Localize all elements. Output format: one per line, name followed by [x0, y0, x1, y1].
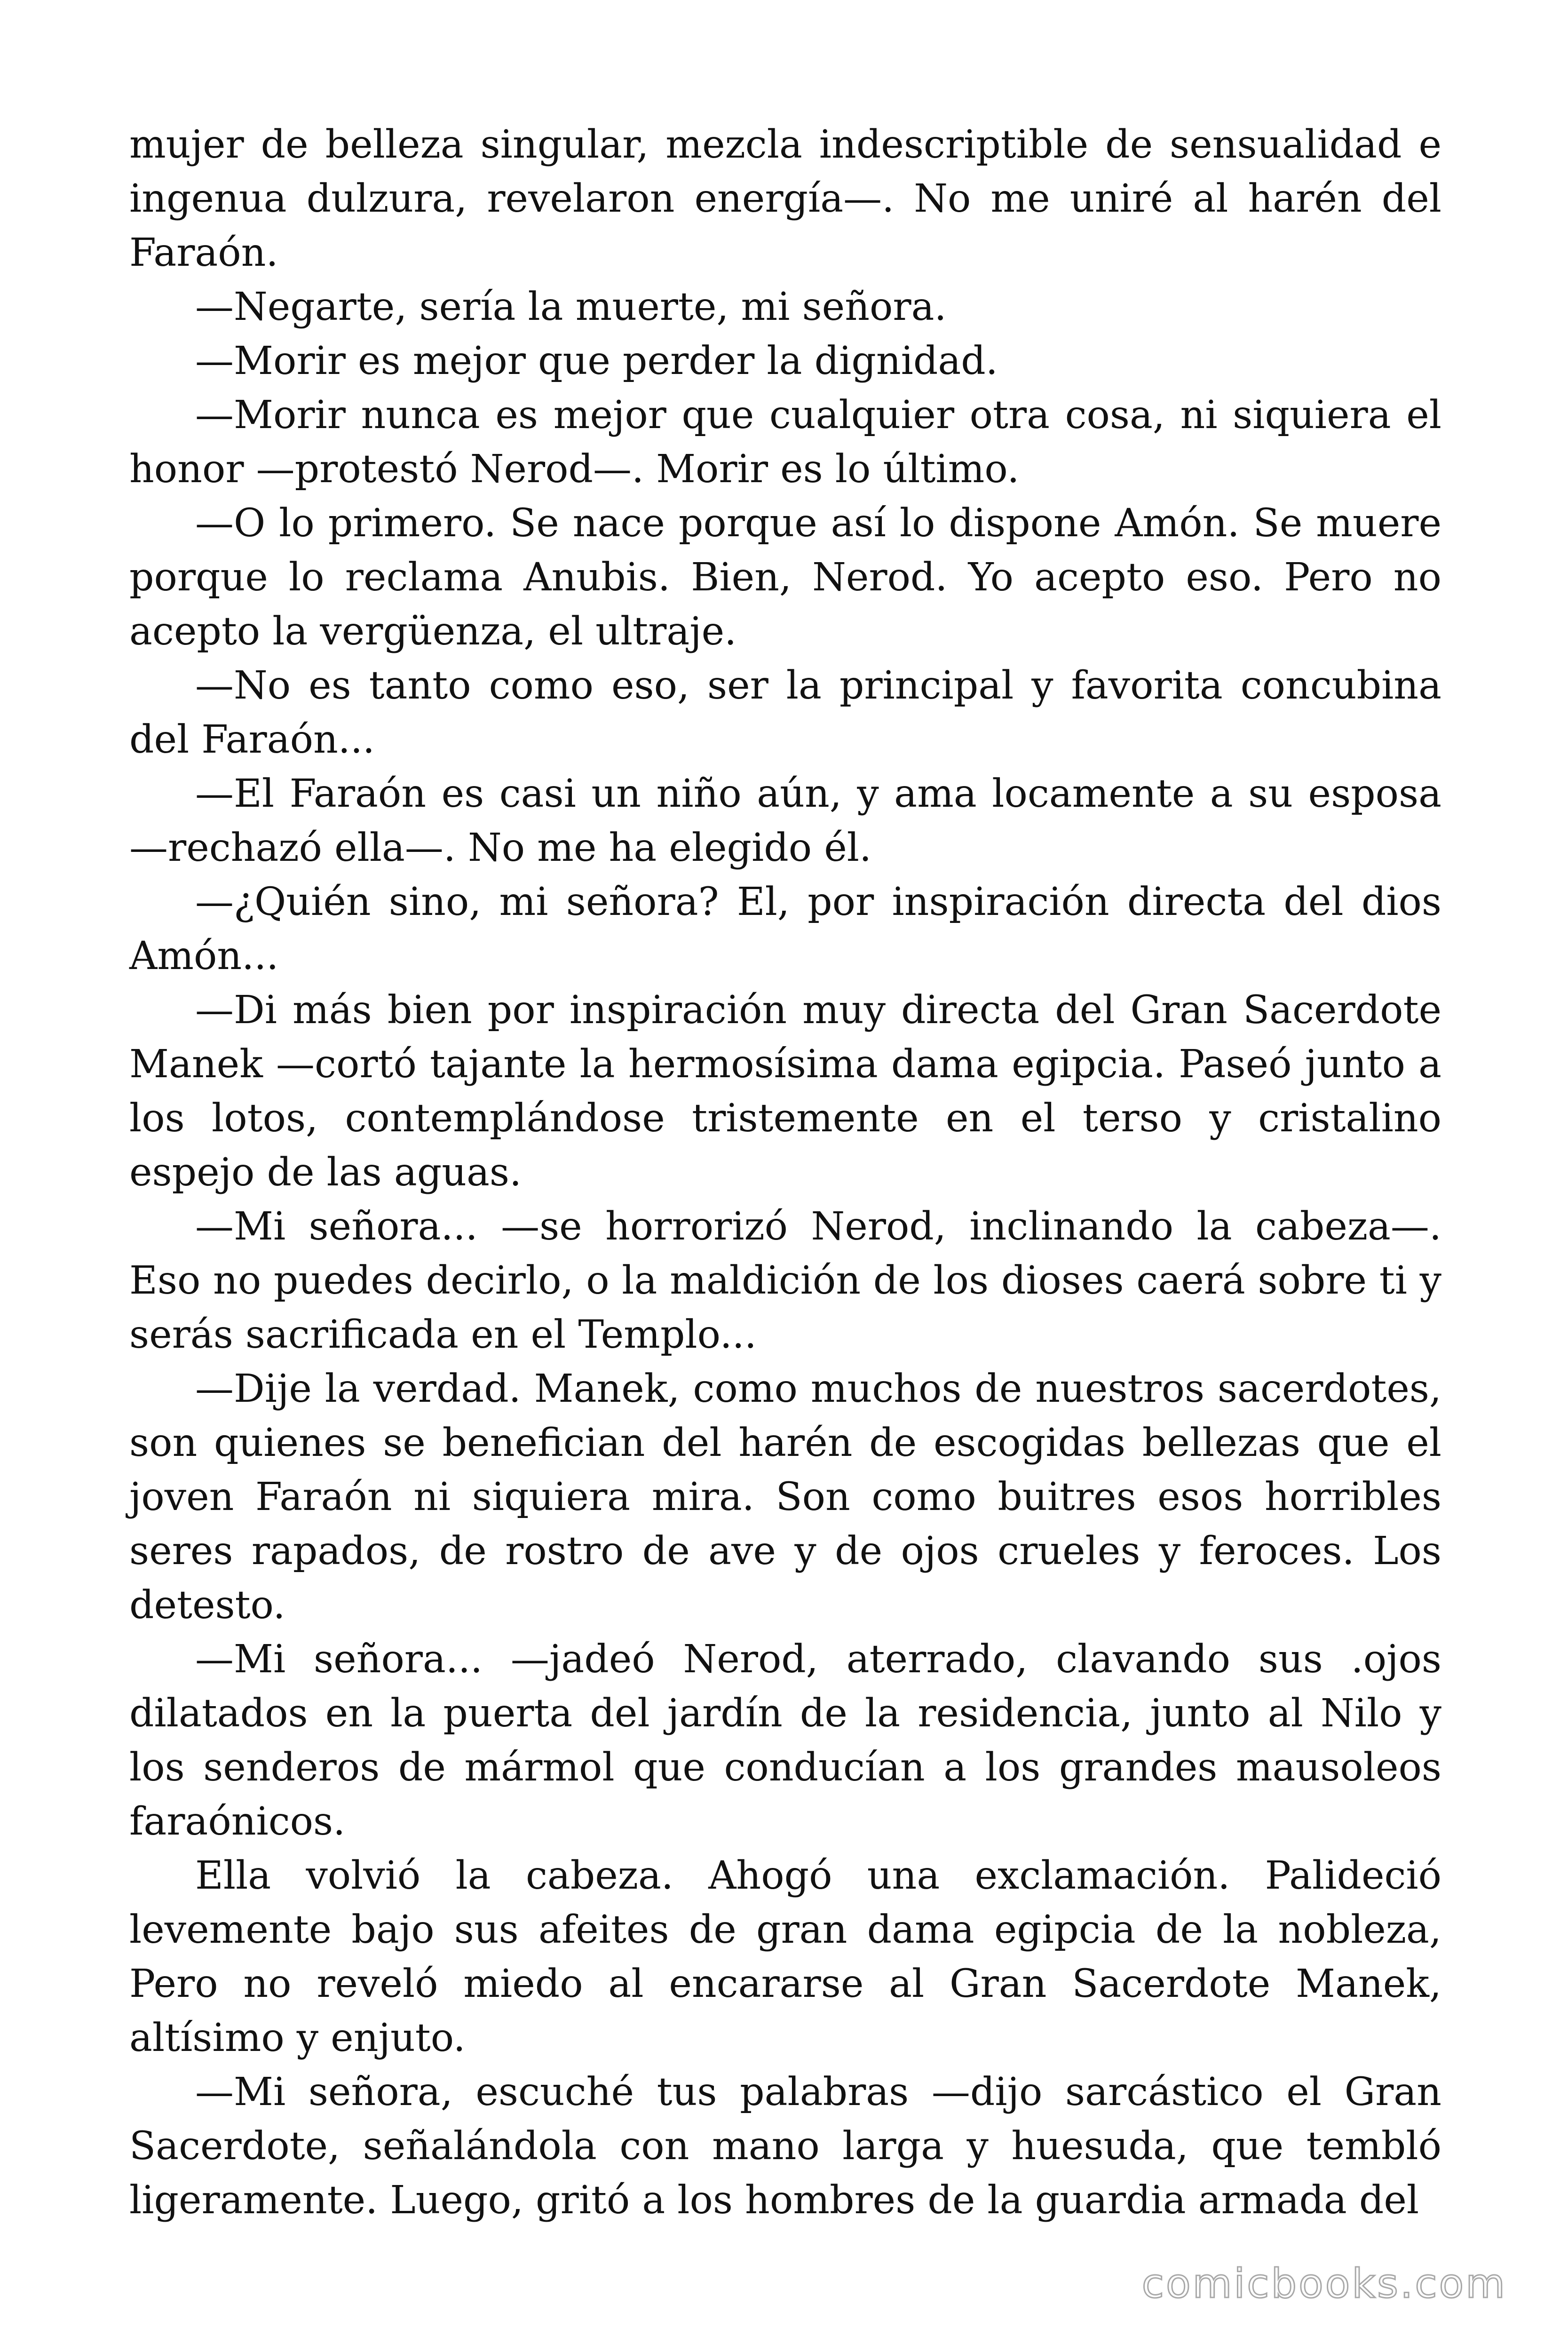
paragraph: —Morir es mejor que perder la dignidad. — [195, 339, 998, 383]
body-text — [129, 118, 1441, 2227]
paragraph: —Di más bien por inspiración muy directa del Gran Sacerdote Manek —cortó tajante la hermosísima dama egipcia. Paseó junto a los lotos, contemplándose tristemente en el terso y cristalino espejo de las aguas. — [129, 988, 1441, 1195]
paragraph: —Morir nunca es mejor que cualquier otra cosa, ni siquiera el honor —protestó Nerod—. Morir es lo último. — [129, 393, 1441, 492]
paragraph: —Mi señora, escuché tus palabras —dijo sarcástico el Gran Sacerdote, señalándola con mano larga y huesuda, que tembló ligeramente. Luego, gritó a los hombres de la guardia armada del — [129, 2070, 1441, 2223]
watermark: comicbooks.com — [1141, 2260, 1507, 2307]
paragraph: —O lo primero. Se nace porque así lo dispone Amón. Se muere porque lo reclama Anubis. Bien, Nerod. Yo acepto eso. Pero no acepto la vergüenza, el ultraje. — [129, 501, 1441, 654]
paragraph: —¿Quién sino, mi señora? El, por inspiración directa del dios Amón... — [129, 880, 1441, 978]
paragraph: —Negarte, sería la muerte, mi señora. — [195, 285, 947, 329]
paragraph: —Mi señora... —se horrorizó Nerod, inclinando la cabeza—. Eso no puedes decirlo, o la maldición de los dioses caerá sobre ti y serás sacrificada en el Templo... — [129, 1204, 1441, 1357]
paragraph: —Mi señora... —jadeó Nerod, aterrado, clavando sus .ojos dilatados en la puerta del jardín de la residencia, junto al Nilo y los senderos de mármol que conducían a los grandes mausoleos faraónicos. — [129, 1637, 1441, 1844]
paragraph: —Dije la verdad. Manek, como muchos de nuestros sacerdotes, son quienes se benefician del harén de escogidas bellezas que el joven Faraón ni siquiera mira. Son como buitres esos horribles seres rapados, de rostro de ave y de ojos crueles y feroces. Los detesto. — [129, 1367, 1441, 1628]
paragraph: —El Faraón es casi un niño aún, y ama locamente a su esposa —rechazó ella—. No me ha elegido él. — [129, 771, 1441, 870]
paragraph: mujer de belleza singular, mezcla indescriptible de sensualidad e ingenua dulzura, revelaron energía—. No me uniré al harén del Faraón. — [129, 122, 1441, 275]
paragraph: —No es tanto como eso, ser la principal y favorita concubina del Faraón... — [129, 663, 1441, 762]
paragraph: Ella volvió la cabeza. Ahogó una exclamación. Palideció levemente bajo sus afeites de gran dama egipcia de la nobleza, Pero no reveló miedo al encararse al Gran Sacerdote Manek, altísimo y enjuto. — [129, 1853, 1441, 2060]
